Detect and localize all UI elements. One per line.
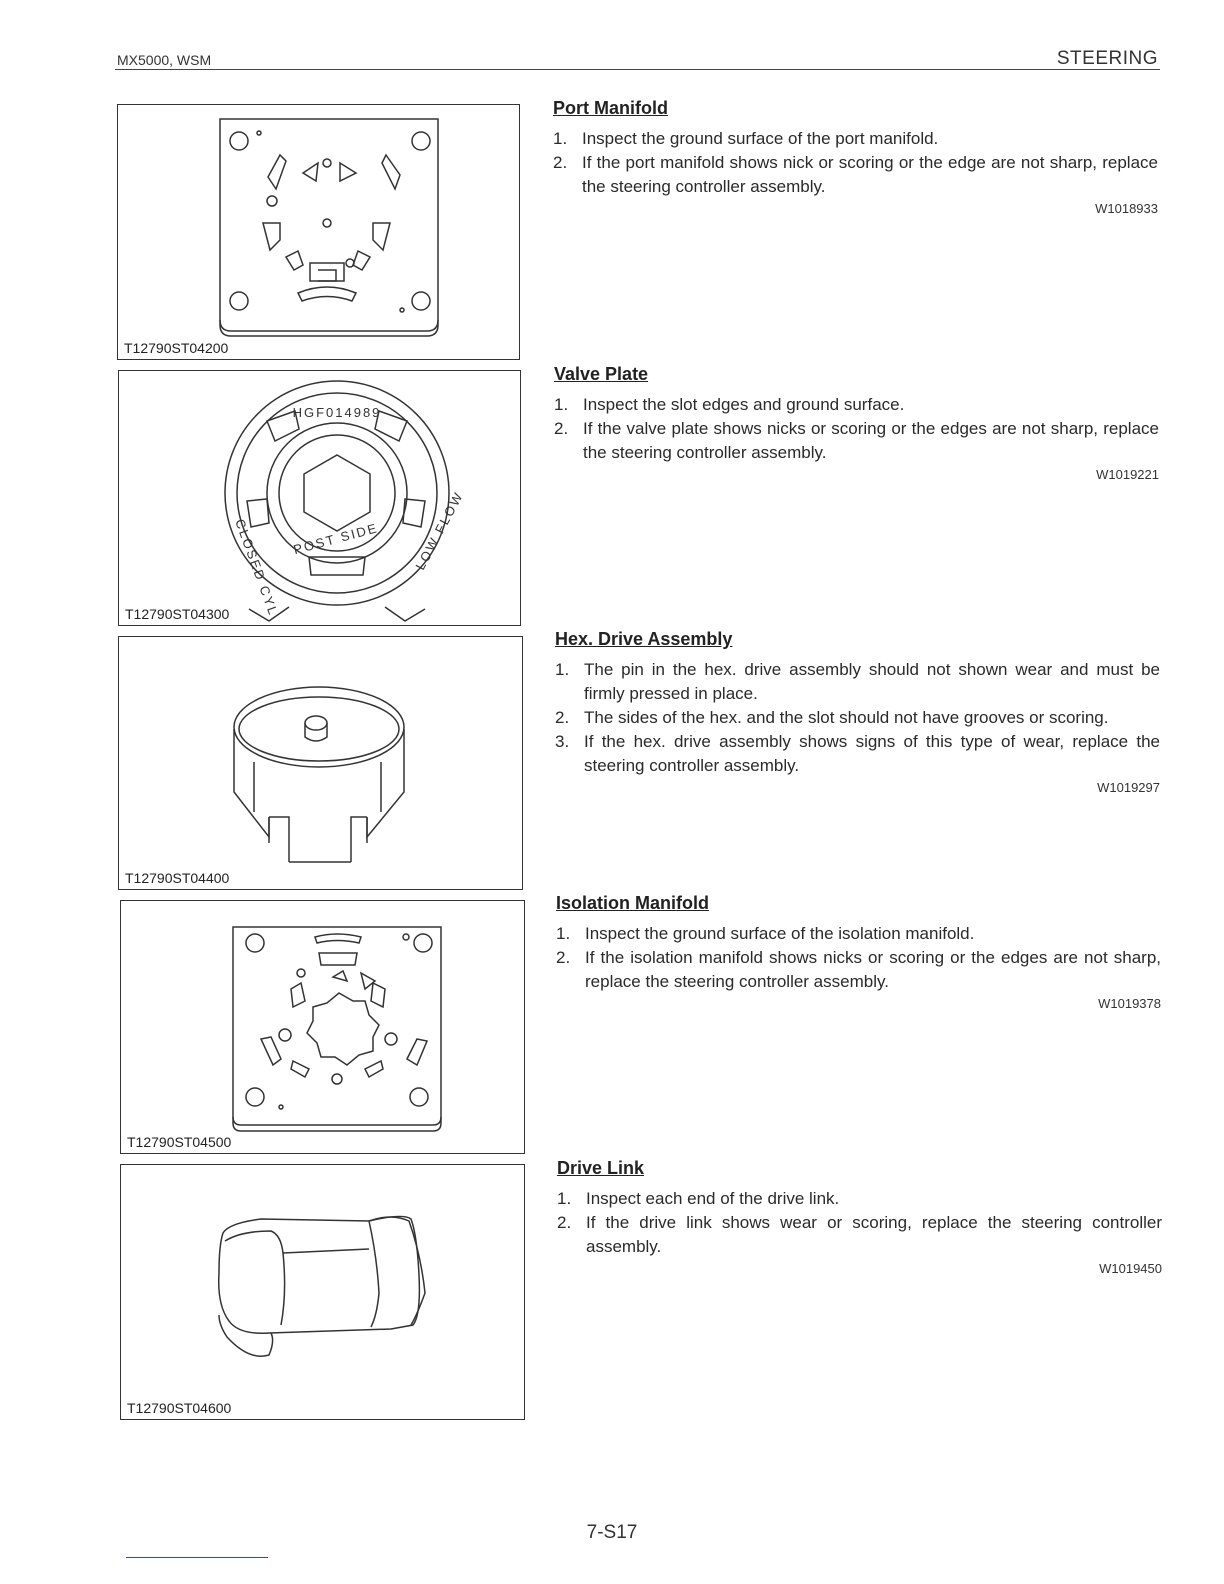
- isolation-manifold-drawing: [121, 901, 524, 1153]
- section-title: Valve Plate: [554, 364, 649, 384]
- page-number: 7-S17: [586, 1522, 638, 1543]
- instruction-list: [555, 658, 1160, 778]
- list-item: 3. If the hex. drive assembly shows signs of this type of wear, replace the steering controller assembly.: [555, 732, 1160, 775]
- section-drive-link: [557, 1158, 1162, 1276]
- section-hex-drive-assembly: [555, 629, 1160, 795]
- list-item: 1. Inspect the ground surface of the isolation manifold.: [556, 924, 975, 943]
- section-title: Isolation Manifold: [556, 893, 709, 913]
- list-item: 2. If the drive link shows wear or scoring, replace the steering controller assembly.: [557, 1213, 1162, 1256]
- figure-isolation-manifold: [120, 900, 525, 1154]
- list-item: 1. The pin in the hex. drive assembly should not shown wear and must be firmly pressed in place.: [555, 660, 1160, 703]
- section-title: Hex. Drive Assembly: [555, 629, 733, 649]
- reference-code: W1019297: [1097, 780, 1160, 795]
- section-port-manifold: [553, 98, 1158, 216]
- figure-caption: T12790ST04400: [125, 870, 230, 886]
- list-item: 2. If the isolation manifold shows nicks or scoring or the edges are not sharp, replace the steering controller assembly.: [556, 948, 1161, 991]
- closed-cyl-marking: CLOSED CYL: [232, 516, 282, 619]
- list-item: 2. If the port manifold shows nick or scoring or the edge are not sharp, replace the steering controller assembly.: [553, 153, 1158, 196]
- valve-plate-drawing: [119, 371, 520, 625]
- instruction-list: [554, 393, 1159, 465]
- post-side-marking: POST SIDE: [291, 520, 380, 558]
- section-title: Drive Link: [557, 1158, 645, 1178]
- list-item: 1. Inspect each end of the drive link.: [557, 1189, 840, 1208]
- section-valve-plate: [554, 364, 1159, 482]
- reference-code: W1019378: [1098, 996, 1161, 1011]
- instruction-list: [557, 1187, 1162, 1259]
- part-number-marking: HGF014989: [292, 405, 382, 420]
- hex-drive-drawing: [119, 637, 522, 889]
- section-title: Port Manifold: [553, 98, 668, 118]
- manual-title: MX5000, WSM: [117, 52, 212, 68]
- reference-code: W1019221: [1096, 467, 1159, 482]
- figure-valve-plate: [118, 370, 521, 626]
- figure-caption: T12790ST04200: [124, 340, 229, 356]
- list-item: 2. If the valve plate shows nicks or scoring or the edges are not sharp, replace the steering controller assembly.: [554, 419, 1159, 462]
- list-item: 1. Inspect the slot edges and ground surface.: [554, 395, 905, 414]
- figure-caption: T12790ST04500: [127, 1134, 232, 1150]
- figure-drive-link: [120, 1164, 525, 1420]
- list-item: 2. The sides of the hex. and the slot should not have grooves or scoring.: [555, 708, 1109, 727]
- figure-port-manifold: [117, 104, 520, 360]
- list-item: 1. Inspect the ground surface of the port manifold.: [553, 129, 939, 148]
- reference-code: W1019450: [1099, 1261, 1162, 1276]
- figure-caption: T12790ST04300: [125, 606, 230, 622]
- instruction-list: [556, 922, 1161, 994]
- footer-divider: [126, 1557, 268, 1558]
- figure-hex-drive: [118, 636, 523, 890]
- reference-code: W1018933: [1095, 201, 1158, 216]
- instruction-list: [553, 127, 1158, 199]
- section-isolation-manifold: [556, 893, 1161, 1011]
- header-divider: [115, 69, 1160, 70]
- drive-link-drawing: [121, 1165, 524, 1419]
- low-flow-marking: LOW FLOW: [412, 488, 467, 573]
- chapter-title: STEERING: [1056, 48, 1158, 69]
- port-manifold-drawing: [118, 105, 519, 359]
- figure-caption: T12790ST04600: [127, 1400, 232, 1416]
